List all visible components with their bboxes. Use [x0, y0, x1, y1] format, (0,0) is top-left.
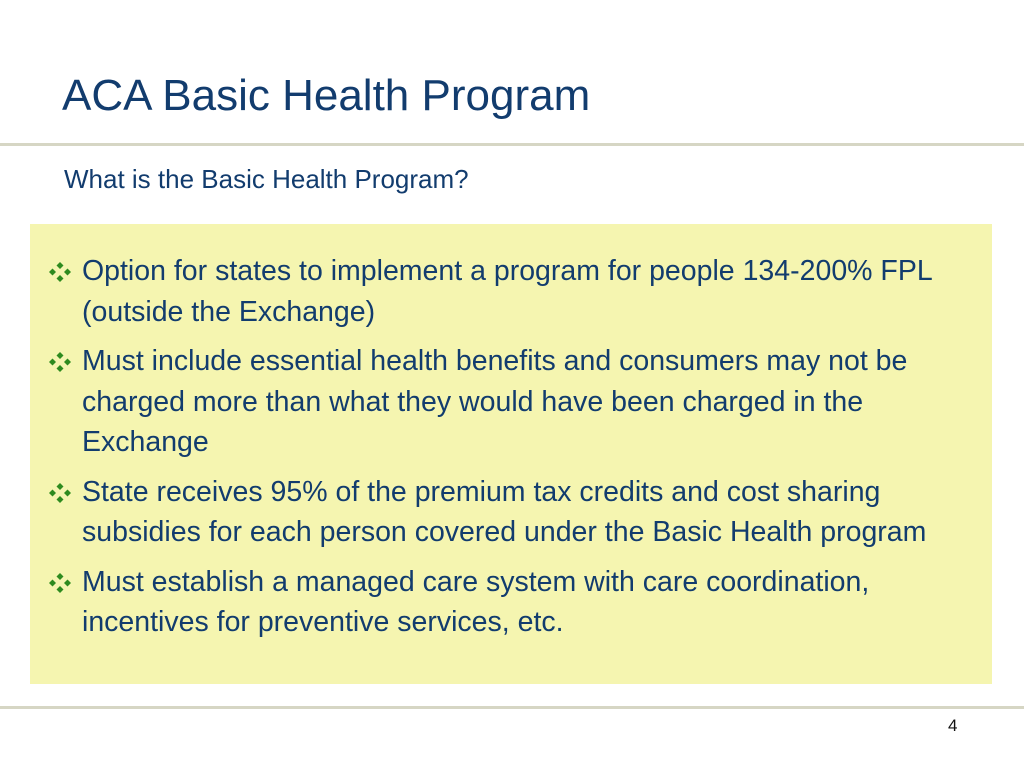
page-number: 4: [948, 716, 958, 735]
content-box: [30, 224, 992, 684]
diamond-cluster-bullet-icon: [48, 573, 72, 593]
bullet-text: Must include essential health benefits and consumers may not be charged more than what they would have been charged in the Exchange: [82, 345, 908, 458]
bullet-list: [30, 251, 992, 652]
diamond-cluster-bullet-icon: [48, 483, 72, 503]
bullet-item: [30, 341, 992, 463]
bullet-text: State receives 95% of the premium tax credits and cost sharing subsidies for each person covered under the Basic Health program: [82, 475, 927, 548]
diamond-cluster-bullet-icon: [48, 262, 72, 282]
bullet-item: [30, 251, 992, 332]
title-divider: [0, 143, 1024, 146]
bullet-item: [30, 562, 992, 643]
bullet-item: [30, 472, 992, 553]
diamond-cluster-bullet-icon: [48, 352, 72, 372]
bullet-text: Option for states to implement a program for people 134-200% FPL (outside the Exchange): [82, 255, 932, 328]
slide-subtitle: What is the Basic Health Program?: [64, 164, 469, 194]
footer-divider: [0, 706, 1024, 709]
bullet-text: Must establish a managed care system with care coordination, incentives for preventive services, etc.: [82, 565, 870, 638]
slide-title: ACA Basic Health Program: [62, 71, 591, 120]
